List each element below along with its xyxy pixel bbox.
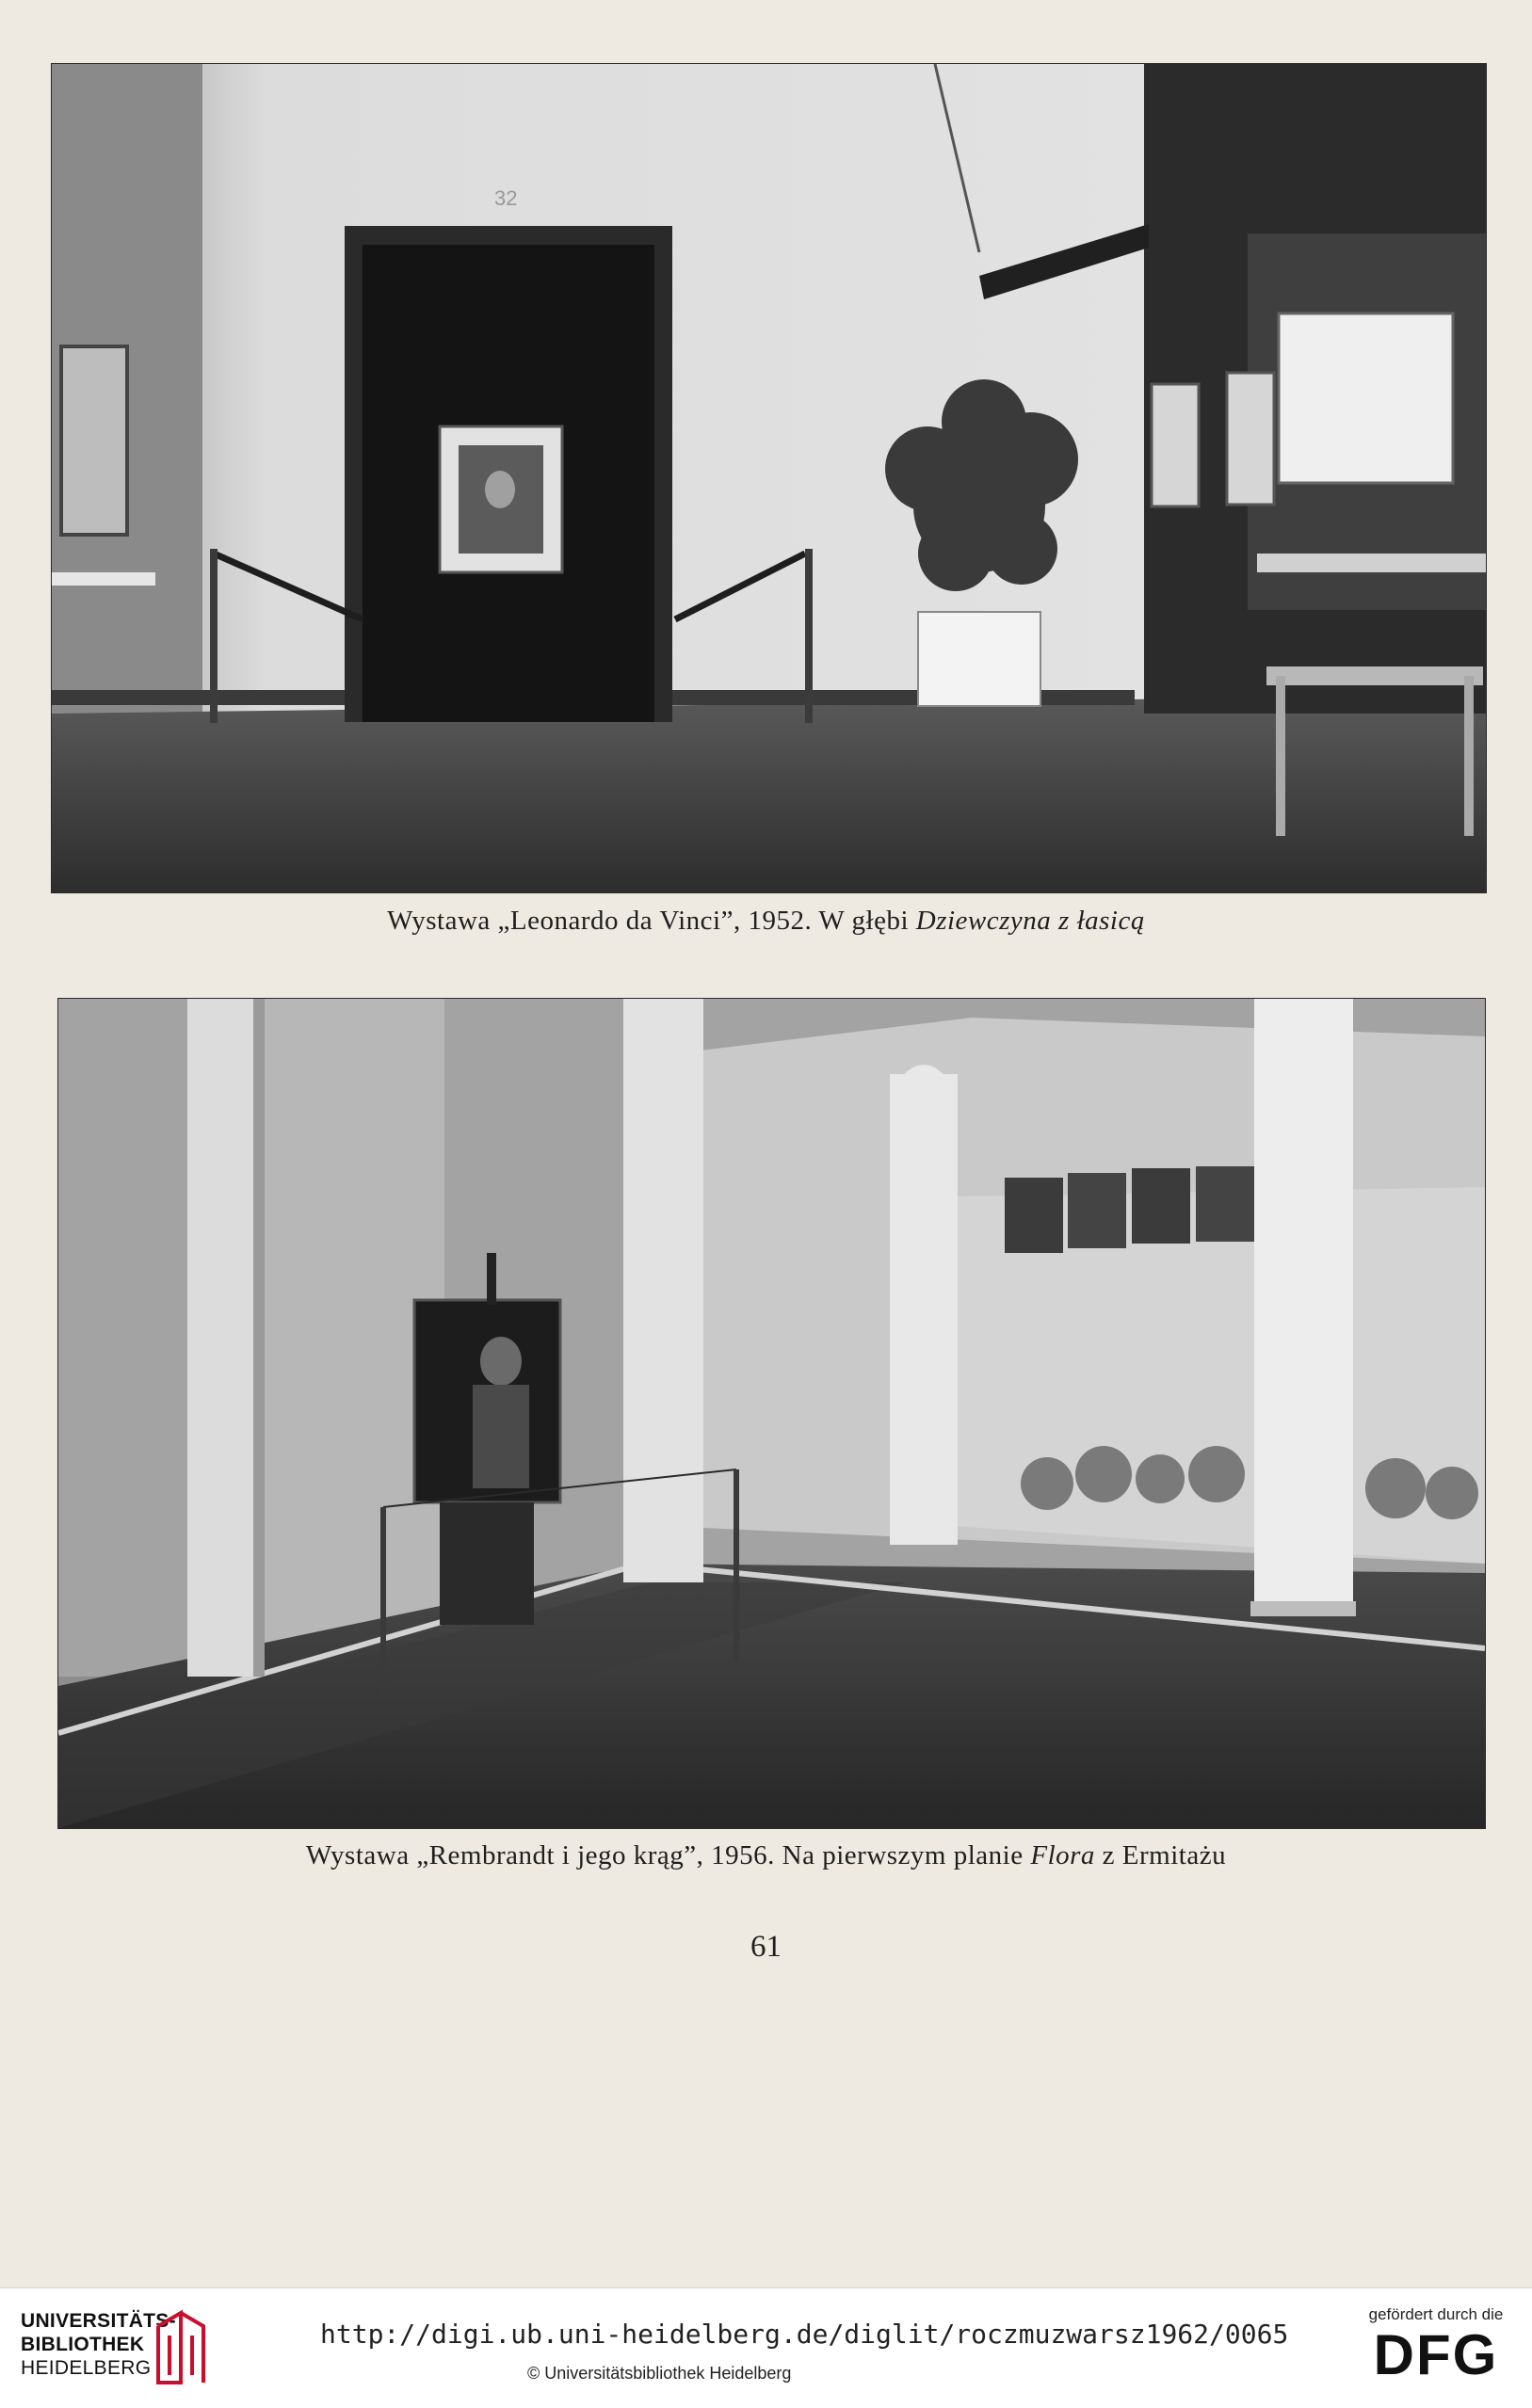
caption-leonardo-artwork-title: Dziewczyna z łasicą [915,906,1145,936]
leonardo-hall-image [52,64,1486,892]
library-name-line1: UNIVERSITÄTS- [21,2310,176,2332]
page-number: 61 [750,1930,782,1964]
library-name-line3: HEIDELBERG [21,2357,152,2379]
caption-leonardo [0,906,1532,937]
caption-rembrandt-text: Wystawa „Rembrandt i jego krąg”, 1956. Na pierwszym planie [305,1840,1031,1870]
caption-rembrandt-suffix: z Ermitażu [1094,1840,1227,1870]
dfg-logo: DFG [1373,2323,1499,2386]
svg-text:32: 32 [494,186,518,210]
rembrandt-hall-image [58,999,1485,1828]
library-name-line2: BIBLIOTHEK [21,2334,145,2355]
exhibition-photo-leonardo [52,64,1486,892]
caption-rembrandt-artwork-title: Flora [1030,1840,1095,1870]
library-footer [0,2288,1532,2408]
copyright-notice: © Universitätsbibliothek Heidelberg [527,2364,792,2383]
dfg-funding-block[interactable] [1356,2305,1516,2386]
permalink-url[interactable]: http://digi.ub.uni-heidelberg.de/diglit/roczmuzwarsz1962/0065 [320,2319,1289,2350]
caption-leonardo-text: Wystawa „Leonardo da Vinci”, 1952. W głębi [387,906,916,936]
caption-rembrandt [0,1840,1532,1871]
ub-logo-mark-icon [153,2307,211,2388]
funded-by-label: gefördert durch die [1368,2305,1504,2323]
exhibition-photo-rembrandt [58,999,1485,1828]
